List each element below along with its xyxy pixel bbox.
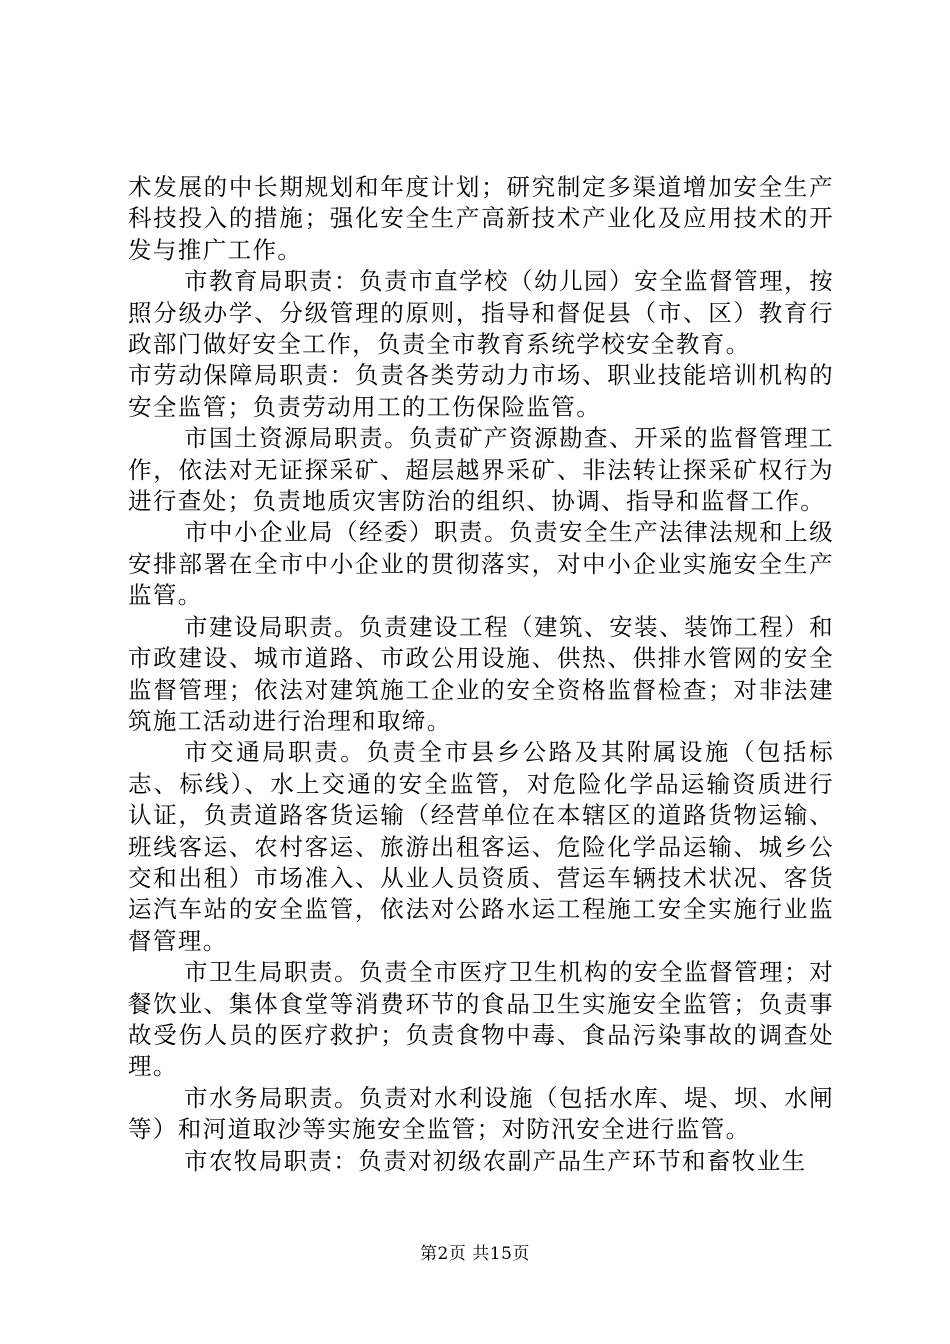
paragraph: 市交通局职责。负责全市县乡公路及其附属设施（包括标志、标线）、水上交通的安全监管，对危险化学品运输资质进行认证，负责道路客货运输（经营单位在本辖区的道路货物运输、班线客运、农村客运、旅游出租客运、危险化学品运输、城乡公交和出租）市场准入、从业人员资质、营运车辆技术状况、客货运汽车站的安全监管，依法对公路水运工程施工安全实施行业监督管理。 — [128, 738, 834, 955]
page-footer: 第2页 共15页 — [420, 1244, 530, 1264]
document-body — [128, 172, 834, 1177]
paragraph: 市中小企业局（经委）职责。负责安全生产法律法规和上级安排部署在全市中小企业的贯彻落实，对中小企业实施安全生产监管。 — [128, 518, 834, 610]
paragraph: 市卫生局职责。负责全市医疗卫生机构的安全监督管理；对餐饮业、集体食堂等消费环节的食品卫生实施安全监管；负责事故受伤人员的医疗救护；负责食物中毒、食品污染事故的调查处理。 — [128, 958, 834, 1081]
paragraph: 术发展的中长期规划和年度计划；研究制定多渠道增加安全生产科技投入的措施；强化安全生产高新技术产业化及应用技术的开发与推广工作。 — [128, 173, 834, 264]
paragraph: 市劳动保障局职责：负责各类劳动力市场、职业技能培训机构的安全监管；负责劳动用工的工伤保险监管。 — [128, 361, 834, 421]
paragraph: 市农牧局职责：负责对初级农副产品生产环节和畜牧业生 — [184, 1146, 807, 1175]
paragraph: 市国土资源局职责。负责矿产资源勘查、开采的监督管理工作，依法对无证探采矿、超层越界采矿、非法转让探采矿权行为进行查处；负责地质灾害防治的组织、协调、指导和监督工作。 — [128, 424, 834, 516]
paragraph: 市建设局职责。负责建设工程（建筑、安装、装饰工程）和市政建设、城市道路、市政公用设施、供热、供排水管网的安全监督管理；依法对建筑施工企业的安全资格监督检查；对非法建筑施工活动进行治理和取缔。 — [128, 612, 834, 735]
paragraph: 市教育局职责：负责市直学校（幼儿园）安全监督管理，按照分级办学、分级管理的原则，指导和督促县（市、区）教育行政部门做好安全工作，负责全市教育系统学校安全教育。 — [128, 267, 834, 359]
paragraph: 市水务局职责。负责对水利设施（包括水库、堤、坝、水闸等）和河道取沙等实施安全监管；对防汛安全进行监管。 — [128, 1083, 834, 1144]
